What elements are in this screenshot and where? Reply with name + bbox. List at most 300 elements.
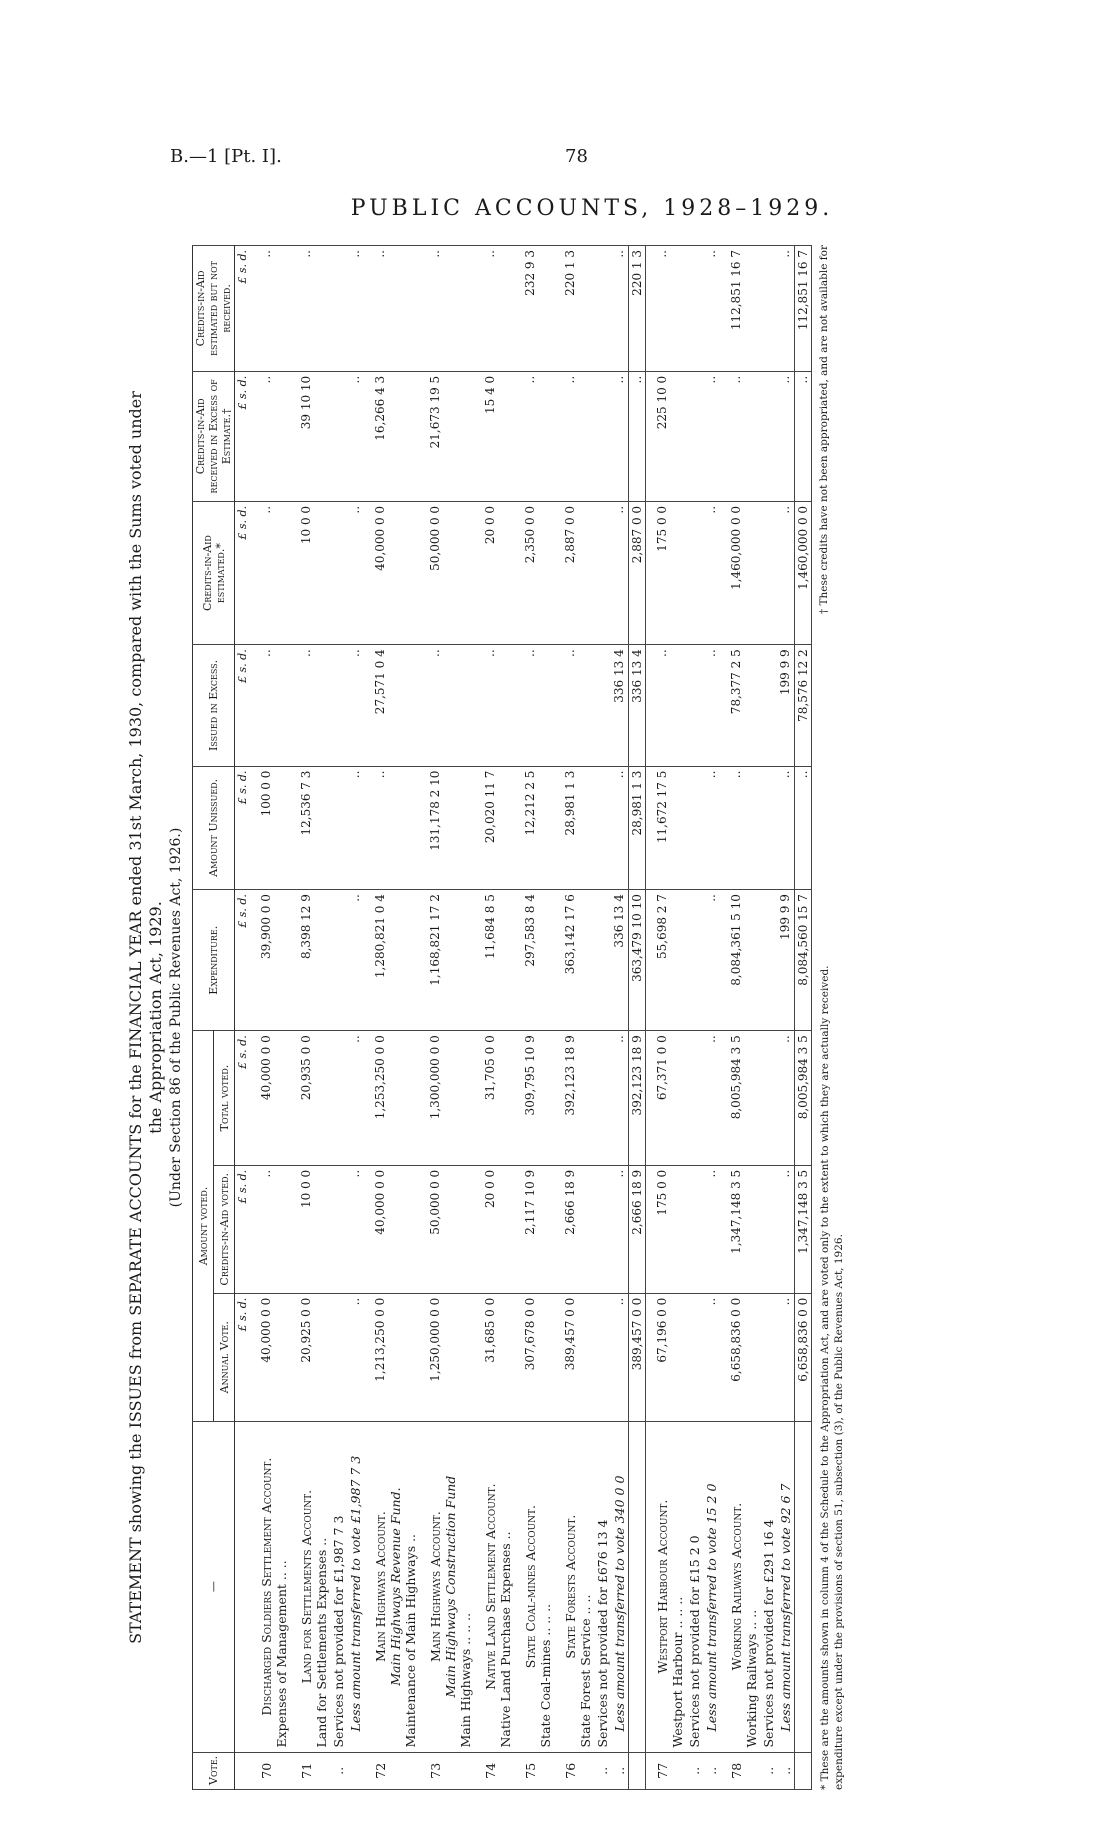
item-description: Maintenance of Main Highways .. xyxy=(403,1533,418,1748)
statement-line-3: (Under Section 86 of the Public Revenues Act, 1926.) xyxy=(168,827,184,1208)
account-heading: Discharged Soldiers Settlement Account. xyxy=(259,1457,274,1716)
account-heading: Working Railways Account. xyxy=(729,1502,744,1671)
amount-cia-voted: .. xyxy=(347,1165,364,1293)
amount-cia-rec xyxy=(594,371,611,501)
statement-heading xyxy=(126,245,186,1790)
item-description: Services not provided for £15 2 0 xyxy=(687,1535,702,1748)
amount-cia-voted: 2,666 18 9 xyxy=(629,1165,646,1293)
amount-cia-rec: 225 10 0 xyxy=(654,371,686,501)
row-description xyxy=(372,1421,419,1752)
amount-cia-rec xyxy=(760,371,777,501)
units-label: £ s. d. xyxy=(235,766,251,890)
units-row xyxy=(235,246,251,1790)
table-row xyxy=(298,246,330,1790)
row-description xyxy=(258,1421,290,1752)
table-row xyxy=(760,246,777,1790)
amount-cia-voted xyxy=(760,1165,777,1293)
amount-cia-voted: .. xyxy=(777,1165,795,1293)
row-spacer xyxy=(720,246,728,1790)
amount-excess: 336 13 4 xyxy=(629,645,646,766)
row-spacer xyxy=(646,246,655,1790)
amount-cia-voted: .. xyxy=(703,1165,720,1293)
header-unissued: Amount Unissued. xyxy=(193,766,235,890)
amount-unissued: .. xyxy=(728,766,760,890)
row-description xyxy=(522,1421,554,1752)
amount-excess: .. xyxy=(258,645,290,766)
amount-cia-est: 2,350 0 0 xyxy=(522,501,554,644)
amount-cia-est: 20 0 0 xyxy=(482,501,514,644)
amount-exp xyxy=(760,890,777,1031)
table-row xyxy=(258,246,290,1790)
header-vote: Vote. xyxy=(193,1752,235,1789)
account-heading: Main Highways Account. xyxy=(428,1511,443,1663)
amount-exp: 363,479 10 10 xyxy=(629,890,646,1031)
header-cia-estimated: Credits-in-Aid estimated.* xyxy=(193,501,235,644)
item-description: Less amount transferred to vote 92 6 7 xyxy=(778,1483,793,1732)
amount-cia-voted: 20 0 0 xyxy=(482,1165,514,1293)
row-description xyxy=(482,1421,514,1752)
vote-number: 77 xyxy=(654,1752,686,1789)
amount-annual: 31,685 0 0 xyxy=(482,1293,514,1421)
amount-unissued: 100 0 0 xyxy=(258,766,290,890)
amount-cia-not: 232 9 3 xyxy=(522,246,554,372)
amount-cia-voted: .. xyxy=(258,1165,290,1293)
item-description: Expenses of Management .. .. xyxy=(274,1560,289,1748)
row-description xyxy=(427,1421,474,1752)
vote-number xyxy=(347,1752,364,1789)
item-description: Less amount transferred to vote 15 2 0 xyxy=(704,1483,719,1732)
amount-total: .. xyxy=(611,1031,629,1166)
amount-cia-voted: 50,000 0 0 xyxy=(427,1165,474,1293)
vote-number: 78 xyxy=(728,1752,760,1789)
amount-cia-voted xyxy=(594,1165,611,1293)
amount-annual: .. xyxy=(703,1293,720,1421)
amount-annual: 6,658,836 0 0 xyxy=(728,1293,760,1421)
table-row xyxy=(594,246,611,1790)
item-description: Native Land Purchase Expenses .. xyxy=(498,1531,513,1748)
fund-heading: Main Highways Construction Fund xyxy=(443,1475,458,1698)
amount-cia-rec: .. xyxy=(611,371,629,501)
amount-cia-est: .. xyxy=(347,501,364,644)
row-spacer xyxy=(419,246,427,1790)
amount-exp: 39,900 0 0 xyxy=(258,890,290,1031)
row-spacer xyxy=(474,246,482,1790)
vote-number: .. xyxy=(703,1752,720,1789)
statement-line-1: STATEMENT showing the ISSUES from SEPARATE ACCOUNTS for the FINANCIAL YEAR ended 31st March, 1930, compared with the Sums voted under xyxy=(126,391,145,1644)
amount-excess xyxy=(760,645,777,766)
amount-unissued: .. xyxy=(795,766,812,890)
amount-cia-voted: 175 0 0 xyxy=(654,1165,686,1293)
table-row xyxy=(703,246,720,1790)
table-row xyxy=(482,246,514,1790)
vote-number xyxy=(629,1752,646,1789)
vote-number: .. xyxy=(330,1752,347,1789)
amount-cia-voted xyxy=(330,1165,347,1293)
row-spacer xyxy=(514,246,522,1790)
amount-cia-est: .. xyxy=(703,501,720,644)
amount-cia-voted: 10 0 0 xyxy=(298,1165,330,1293)
vote-number: .. xyxy=(594,1752,611,1789)
amount-cia-not: .. xyxy=(298,246,330,372)
row-description xyxy=(654,1421,686,1752)
amount-exp xyxy=(330,890,347,1031)
amount-excess: .. xyxy=(347,645,364,766)
amount-exp: .. xyxy=(703,890,720,1031)
row-description xyxy=(347,1421,364,1752)
amount-cia-rec: 15 4 0 xyxy=(482,371,514,501)
amount-cia-est: 1,460,000 0 0 xyxy=(795,501,812,644)
units-label: £ s. d. xyxy=(235,1165,251,1293)
amount-cia-est: 175 0 0 xyxy=(654,501,686,644)
account-heading: Westport Harbour Account. xyxy=(655,1499,670,1674)
amount-excess: .. xyxy=(298,645,330,766)
amount-cia-est: 50,000 0 0 xyxy=(427,501,474,644)
table-row xyxy=(347,246,364,1790)
vote-number: 75 xyxy=(522,1752,554,1789)
amount-cia-not: .. xyxy=(777,246,795,372)
amount-unissued xyxy=(594,766,611,890)
amount-exp: 55,698 2 7 xyxy=(654,890,686,1031)
units-label: £ s. d. xyxy=(235,1293,251,1421)
amount-exp: .. xyxy=(347,890,364,1031)
amount-cia-est xyxy=(330,501,347,644)
row-description xyxy=(686,1421,703,1752)
amount-annual: 1,213,250 0 0 xyxy=(372,1293,419,1421)
amount-cia-not: .. xyxy=(372,246,419,372)
header-description: — xyxy=(193,1421,235,1752)
amount-total: 309,795 10 9 xyxy=(522,1031,554,1166)
amount-unissued: .. xyxy=(372,766,419,890)
vote-number: .. xyxy=(777,1752,795,1789)
amount-annual: .. xyxy=(347,1293,364,1421)
amount-excess xyxy=(686,645,703,766)
running-title: PUBLIC ACCOUNTS, 1928–1929. xyxy=(350,196,834,221)
amount-excess: .. xyxy=(703,645,720,766)
amount-exp: 11,684 8 5 xyxy=(482,890,514,1031)
table-row xyxy=(427,246,474,1790)
footnote-star-line-2: expenditure except under the provisions of section 51, subsection (3), of the Public Revenues Act, 1926. xyxy=(833,1234,845,1790)
amount-total: 40,000 0 0 xyxy=(258,1031,290,1166)
amount-annual: 389,457 0 0 xyxy=(629,1293,646,1421)
amount-cia-rec: .. xyxy=(795,371,812,501)
amount-annual: 307,678 0 0 xyxy=(522,1293,554,1421)
amount-unissued: 20,020 11 7 xyxy=(482,766,514,890)
total-row xyxy=(795,246,812,1790)
amount-annual: 67,196 0 0 xyxy=(654,1293,686,1421)
amount-unissued: 12,212 2 5 xyxy=(522,766,554,890)
amount-unissued: 28,981 1 3 xyxy=(629,766,646,890)
amount-unissued: .. xyxy=(777,766,795,890)
amount-excess: 199 9 9 xyxy=(777,645,795,766)
header-expenditure: Expenditure. xyxy=(193,890,235,1031)
page-number: 78 xyxy=(565,146,588,167)
units-label: £ s. d. xyxy=(235,645,251,766)
account-heading: State Forests Account. xyxy=(563,1514,578,1659)
amount-total: 392,123 18 9 xyxy=(629,1031,646,1166)
item-description: State Coal-mines .. .. .. xyxy=(538,1603,553,1748)
item-description: Main Highways .. .. .. xyxy=(458,1612,473,1748)
rotated-statement-sheet xyxy=(126,245,976,1790)
amount-cia-rec: .. xyxy=(629,371,646,501)
amount-cia-not: .. xyxy=(703,246,720,372)
vote-number xyxy=(795,1752,812,1789)
amount-excess: .. xyxy=(654,645,686,766)
row-description xyxy=(298,1421,330,1752)
header-cia-received: Credits-in-Aid received in Excess of Estimate.† xyxy=(193,371,235,501)
amount-cia-not: .. xyxy=(654,246,686,372)
amount-cia-not xyxy=(330,246,347,372)
row-description xyxy=(629,1421,646,1752)
table-row xyxy=(611,246,629,1790)
header-cia-not-received: Credits-in-Aid estimated but not received. xyxy=(193,246,235,372)
vote-number: .. xyxy=(686,1752,703,1789)
row-description xyxy=(562,1421,594,1752)
amount-cia-rec xyxy=(686,371,703,501)
amount-exp: 199 9 9 xyxy=(777,890,795,1031)
amount-cia-voted: 1,347,148 3 5 xyxy=(728,1165,760,1293)
amount-total: 8,005,984 3 5 xyxy=(728,1031,760,1166)
header-total-voted: Total voted. xyxy=(214,1031,235,1166)
vote-number: .. xyxy=(611,1752,629,1789)
amount-annual: .. xyxy=(777,1293,795,1421)
vote-number: 71 xyxy=(298,1752,330,1789)
amount-cia-est: 1,460,000 0 0 xyxy=(728,501,760,644)
amount-excess: .. xyxy=(427,645,474,766)
amount-exp: 8,084,361 5 10 xyxy=(728,890,760,1031)
amount-annual xyxy=(330,1293,347,1421)
amount-excess xyxy=(330,645,347,766)
amount-total: 31,705 0 0 xyxy=(482,1031,514,1166)
units-label: £ s. d. xyxy=(235,371,251,501)
row-spacer xyxy=(364,246,372,1790)
amount-cia-est: 2,887 0 0 xyxy=(629,501,646,644)
amount-exp: 1,280,821 0 4 xyxy=(372,890,419,1031)
account-heading: State Coal-mines Account. xyxy=(523,1504,538,1669)
table-body xyxy=(235,246,812,1790)
amount-cia-not: 112,851 16 7 xyxy=(728,246,760,372)
account-heading: Land for Settlements Account. xyxy=(299,1489,314,1684)
amount-unissued xyxy=(686,766,703,890)
amount-excess: .. xyxy=(482,645,514,766)
amount-annual: .. xyxy=(611,1293,629,1421)
amount-annual: 40,000 0 0 xyxy=(258,1293,290,1421)
vote-number: 73 xyxy=(427,1752,474,1789)
units-label: £ s. d. xyxy=(235,246,251,372)
amount-cia-not: .. xyxy=(258,246,290,372)
amount-cia-voted: .. xyxy=(611,1165,629,1293)
amount-total: 1,300,000 0 0 xyxy=(427,1031,474,1166)
table-row xyxy=(372,246,419,1790)
amount-total xyxy=(330,1031,347,1166)
amount-exp: 1,168,821 17 2 xyxy=(427,890,474,1031)
amount-cia-rec: .. xyxy=(258,371,290,501)
amount-excess: .. xyxy=(562,645,594,766)
amount-excess: .. xyxy=(522,645,554,766)
row-description xyxy=(703,1421,720,1752)
amount-excess xyxy=(594,645,611,766)
amount-cia-rec: .. xyxy=(522,371,554,501)
amount-total: 67,371 0 0 xyxy=(654,1031,686,1166)
account-heading: Main Highways Account. xyxy=(373,1511,388,1663)
item-description: Less amount transferred to vote 340 0 0 xyxy=(612,1475,627,1732)
amount-cia-voted: 2,666 18 9 xyxy=(562,1165,594,1293)
amount-cia-rec: 39 10 10 xyxy=(298,371,330,501)
total-row xyxy=(629,246,646,1790)
amount-cia-rec xyxy=(330,371,347,501)
amount-annual xyxy=(760,1293,777,1421)
table-row xyxy=(654,246,686,1790)
amount-unissued: .. xyxy=(703,766,720,890)
amount-cia-est xyxy=(594,501,611,644)
fund-heading: Main Highways Revenue Fund. xyxy=(388,1487,403,1686)
amount-cia-est: 40,000 0 0 xyxy=(372,501,419,644)
table-row xyxy=(686,246,703,1790)
amount-total: 1,253,250 0 0 xyxy=(372,1031,419,1166)
item-description: State Forest Service .. .. xyxy=(578,1594,593,1748)
amount-cia-est xyxy=(686,501,703,644)
amount-cia-voted: 40,000 0 0 xyxy=(372,1165,419,1293)
amount-cia-rec: .. xyxy=(703,371,720,501)
item-description: Land for Settlements Expenses .. xyxy=(314,1537,329,1748)
amount-annual: 1,250,000 0 0 xyxy=(427,1293,474,1421)
account-heading: Native Land Settlement Account. xyxy=(483,1483,498,1690)
amount-cia-voted xyxy=(686,1165,703,1293)
table-row xyxy=(728,246,760,1790)
amount-cia-est: 10 0 0 xyxy=(298,501,330,644)
amount-unissued: .. xyxy=(347,766,364,890)
accounts-table xyxy=(192,245,812,1790)
page-reference: B.—1 [Pt. I]. xyxy=(170,146,282,167)
amount-cia-est: .. xyxy=(777,501,795,644)
row-description xyxy=(795,1421,812,1752)
amount-excess: 336 13 4 xyxy=(611,645,629,766)
amount-cia-rec: .. xyxy=(562,371,594,501)
amount-cia-est: .. xyxy=(611,501,629,644)
amount-cia-not xyxy=(594,246,611,372)
amount-excess: 27,571 0 4 xyxy=(372,645,419,766)
amount-annual xyxy=(686,1293,703,1421)
amount-total xyxy=(594,1031,611,1166)
row-description xyxy=(330,1421,347,1752)
amount-total xyxy=(760,1031,777,1166)
item-description: Services not provided for £1,987 7 3 xyxy=(331,1515,346,1748)
amount-unissued: 131,178 2 10 xyxy=(427,766,474,890)
table-row xyxy=(562,246,594,1790)
amount-total xyxy=(686,1031,703,1166)
row-spacer xyxy=(554,246,562,1790)
amount-total: 20,935 0 0 xyxy=(298,1031,330,1166)
amount-exp xyxy=(686,890,703,1031)
amount-cia-voted: 1,347,148 3 5 xyxy=(795,1165,812,1293)
amount-exp: 297,583 8 4 xyxy=(522,890,554,1031)
amount-excess: 78,377 2 5 xyxy=(728,645,760,766)
amount-cia-rec: .. xyxy=(347,371,364,501)
amount-exp xyxy=(594,890,611,1031)
table-row xyxy=(522,246,554,1790)
vote-number: 70 xyxy=(258,1752,290,1789)
item-description: Working Railways .. .. xyxy=(744,1609,759,1748)
amount-cia-rec: 21,673 19 5 xyxy=(427,371,474,501)
amount-cia-not xyxy=(760,246,777,372)
amount-total: .. xyxy=(777,1031,795,1166)
row-spacer xyxy=(250,246,258,1790)
amount-unissued: .. xyxy=(611,766,629,890)
amount-cia-not xyxy=(686,246,703,372)
item-description: Less amount transferred to vote £1,987 7 3 xyxy=(348,1455,363,1732)
amount-annual: 20,925 0 0 xyxy=(298,1293,330,1421)
item-description: Services not provided for £291 16 4 xyxy=(761,1519,776,1748)
units-label: £ s. d. xyxy=(235,1031,251,1166)
header-amount-voted: Amount voted. xyxy=(193,1031,214,1421)
vote-number: 76 xyxy=(562,1752,594,1789)
row-description xyxy=(611,1421,629,1752)
amount-annual: 6,658,836 0 0 xyxy=(795,1293,812,1421)
header-excess: Issued in Excess. xyxy=(193,645,235,766)
amount-total: 392,123 18 9 xyxy=(562,1031,594,1166)
amount-cia-rec: 16,266 4 3 xyxy=(372,371,419,501)
amount-unissued xyxy=(760,766,777,890)
amount-cia-rec: .. xyxy=(728,371,760,501)
amount-unissued xyxy=(330,766,347,890)
amount-cia-voted: 2,117 10 9 xyxy=(522,1165,554,1293)
amount-exp: 363,142 17 6 xyxy=(562,890,594,1031)
units-label: £ s. d. xyxy=(235,501,251,644)
amount-unissued: 28,981 1 3 xyxy=(562,766,594,890)
row-description xyxy=(777,1421,795,1752)
units-label: £ s. d. xyxy=(235,890,251,1031)
vote-number: 72 xyxy=(372,1752,419,1789)
amount-cia-not: 220 1 3 xyxy=(562,246,594,372)
row-spacer xyxy=(290,246,298,1790)
amount-total: .. xyxy=(347,1031,364,1166)
row-description xyxy=(760,1421,777,1752)
amount-annual: 389,457 0 0 xyxy=(562,1293,594,1421)
row-description xyxy=(728,1421,760,1752)
vote-number: .. xyxy=(760,1752,777,1789)
amount-excess: 78,576 12 2 xyxy=(795,645,812,766)
amount-cia-est: 2,887 0 0 xyxy=(562,501,594,644)
vote-number: 74 xyxy=(482,1752,514,1789)
item-description: Services not provided for £676 13 4 xyxy=(595,1519,610,1748)
amount-total: 8,005,984 3 5 xyxy=(795,1031,812,1166)
amount-cia-not: 220 1 3 xyxy=(629,246,646,372)
footnote-dagger: † These credits have not been appropriated, and are not available for xyxy=(818,245,830,615)
amount-annual xyxy=(594,1293,611,1421)
table-row xyxy=(330,246,347,1790)
amount-cia-not: 112,851 16 7 xyxy=(795,246,812,372)
row-description xyxy=(594,1421,611,1752)
amount-cia-est: .. xyxy=(258,501,290,644)
header-cia-voted: Credits-in-Aid voted. xyxy=(214,1165,235,1293)
table-row xyxy=(777,246,795,1790)
amount-total: .. xyxy=(703,1031,720,1166)
amount-exp: 8,398 12 9 xyxy=(298,890,330,1031)
amount-cia-rec: .. xyxy=(777,371,795,501)
amount-cia-not: .. xyxy=(611,246,629,372)
amount-cia-not: .. xyxy=(347,246,364,372)
amount-cia-est xyxy=(760,501,777,644)
amount-cia-not: .. xyxy=(427,246,474,372)
statement-line-2: the Appropriation Act, 1929. xyxy=(146,901,165,1134)
amount-exp: 8,084,560 15 7 xyxy=(795,890,812,1031)
amount-cia-not: .. xyxy=(482,246,514,372)
item-description: Westport Harbour .. .. .. xyxy=(670,1596,685,1748)
amount-unissued: 11,672 17 5 xyxy=(654,766,686,890)
amount-exp: 336 13 4 xyxy=(611,890,629,1031)
header-annual-vote: Annual Vote. xyxy=(214,1293,235,1421)
amount-unissued: 12,536 7 3 xyxy=(298,766,330,890)
footnote-star-line-1: * These are the amounts shown in column 4 of the Schedule to the Appropriation Act, and are voted only to the extent to which they are actually received. xyxy=(819,965,831,1790)
